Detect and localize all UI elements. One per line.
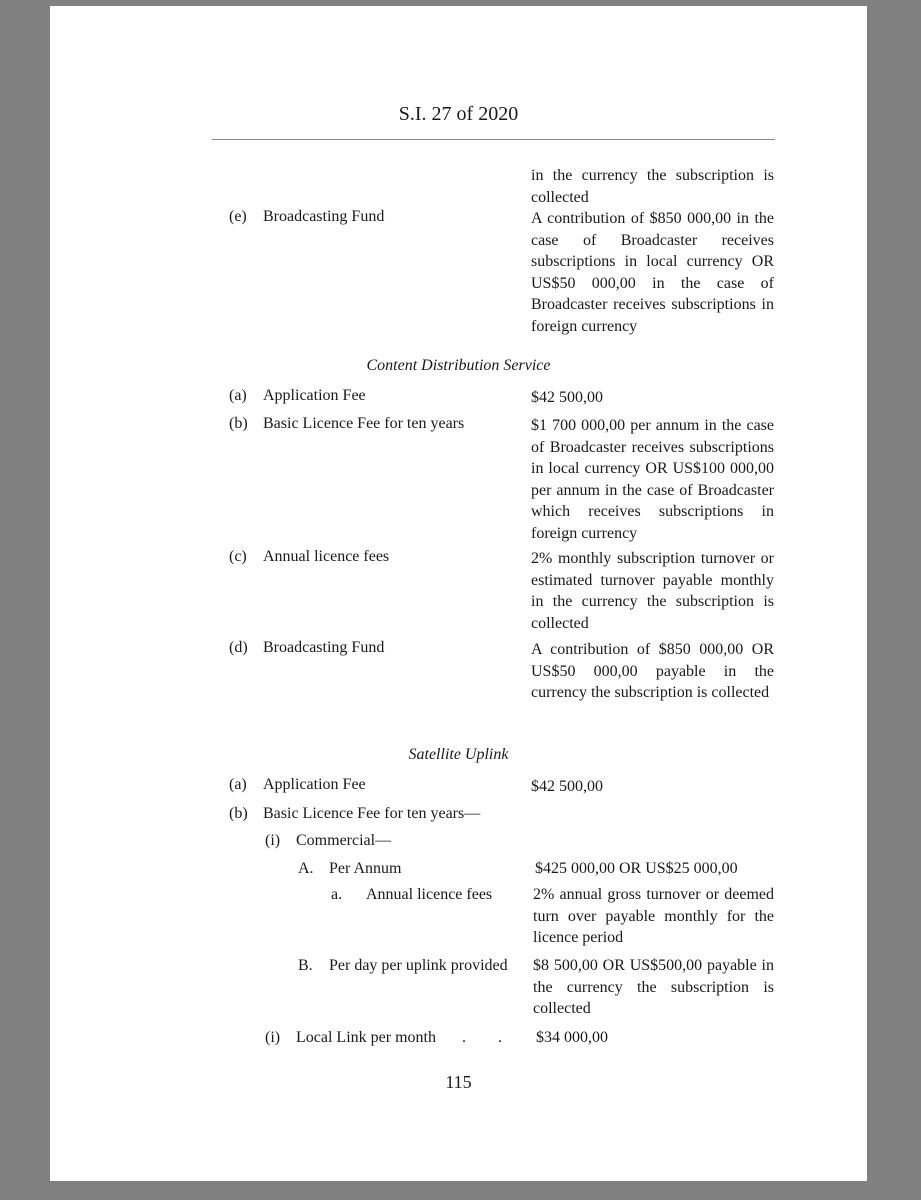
item-value: A contribution of $850 000,00 OR US$50 000,00 payable in the currency the subscription is collected (531, 641, 774, 701)
item-value: $42 500,00 (531, 778, 603, 795)
item-value: $8 500,00 OR US$500,00 payable in the currency the subscription is collected (533, 957, 774, 1017)
item-value: $34 000,00 (536, 1029, 608, 1046)
item-label: Annual licence fees (366, 886, 493, 903)
item-value: 2% monthly subscription turnover or estimated turnover payable monthly in the currency the subscription is collected (531, 550, 774, 632)
item-value: A contribution of $850 000,00 in the case of Broadcaster receives subscriptions in local currency OR US$50 000,00 in the case of Broadcaster receives subscriptions in foreign currency (531, 210, 774, 335)
item-label: Basic Licence Fee for ten years— (263, 805, 481, 822)
item-label: Annual licence fees (263, 548, 390, 565)
item-value: $425 000,00 OR US$25 000,00 (535, 860, 738, 877)
item-label: Local Link per month (296, 1029, 436, 1046)
item-label: Per Annum (329, 860, 402, 877)
item-number: (d) (229, 639, 248, 656)
section-title: Satellite Uplink (408, 746, 509, 763)
page-header: S.I. 27 of 2020 (398, 103, 519, 125)
header-rule (212, 139, 775, 140)
item-label: Broadcasting Fund (263, 208, 385, 225)
item-label: Application Fee (263, 387, 366, 404)
item-label: Commercial— (296, 832, 392, 849)
item-label: Per day per uplink provided (329, 957, 508, 974)
item-value: $1 700 000,00 per annum in the case of Broadcaster receives subscriptions in local currency OR US$100 000,00 per annum in the case of Broadcaster which receives subscriptions in foreign currency (531, 417, 774, 542)
document-page (50, 6, 867, 1181)
continuation-text: in the currency the subscription is collected (531, 167, 774, 206)
item-label: Broadcasting Fund (263, 639, 385, 656)
item-label: Application Fee (263, 776, 366, 793)
item-value: $42 500,00 (531, 389, 603, 406)
item-number: (b) (229, 805, 248, 822)
item-number: a. (331, 886, 343, 903)
item-number: (i) (265, 832, 281, 849)
dot-leader: . . (462, 1029, 516, 1046)
item-number: (a) (229, 776, 247, 793)
item-number: (i) (265, 1029, 281, 1046)
item-number: (b) (229, 415, 248, 432)
item-number: (e) (229, 208, 247, 225)
section-title: Content Distribution Service (366, 357, 551, 374)
item-number: A. (298, 860, 314, 877)
item-value: 2% annual gross turnover or deemed turn over payable monthly for the licence period (533, 886, 774, 946)
item-number: (c) (229, 548, 247, 565)
item-label: Basic Licence Fee for ten years (263, 415, 465, 432)
page-number: 115 (445, 1072, 472, 1092)
item-number: B. (298, 957, 313, 974)
item-number: (a) (229, 387, 247, 404)
